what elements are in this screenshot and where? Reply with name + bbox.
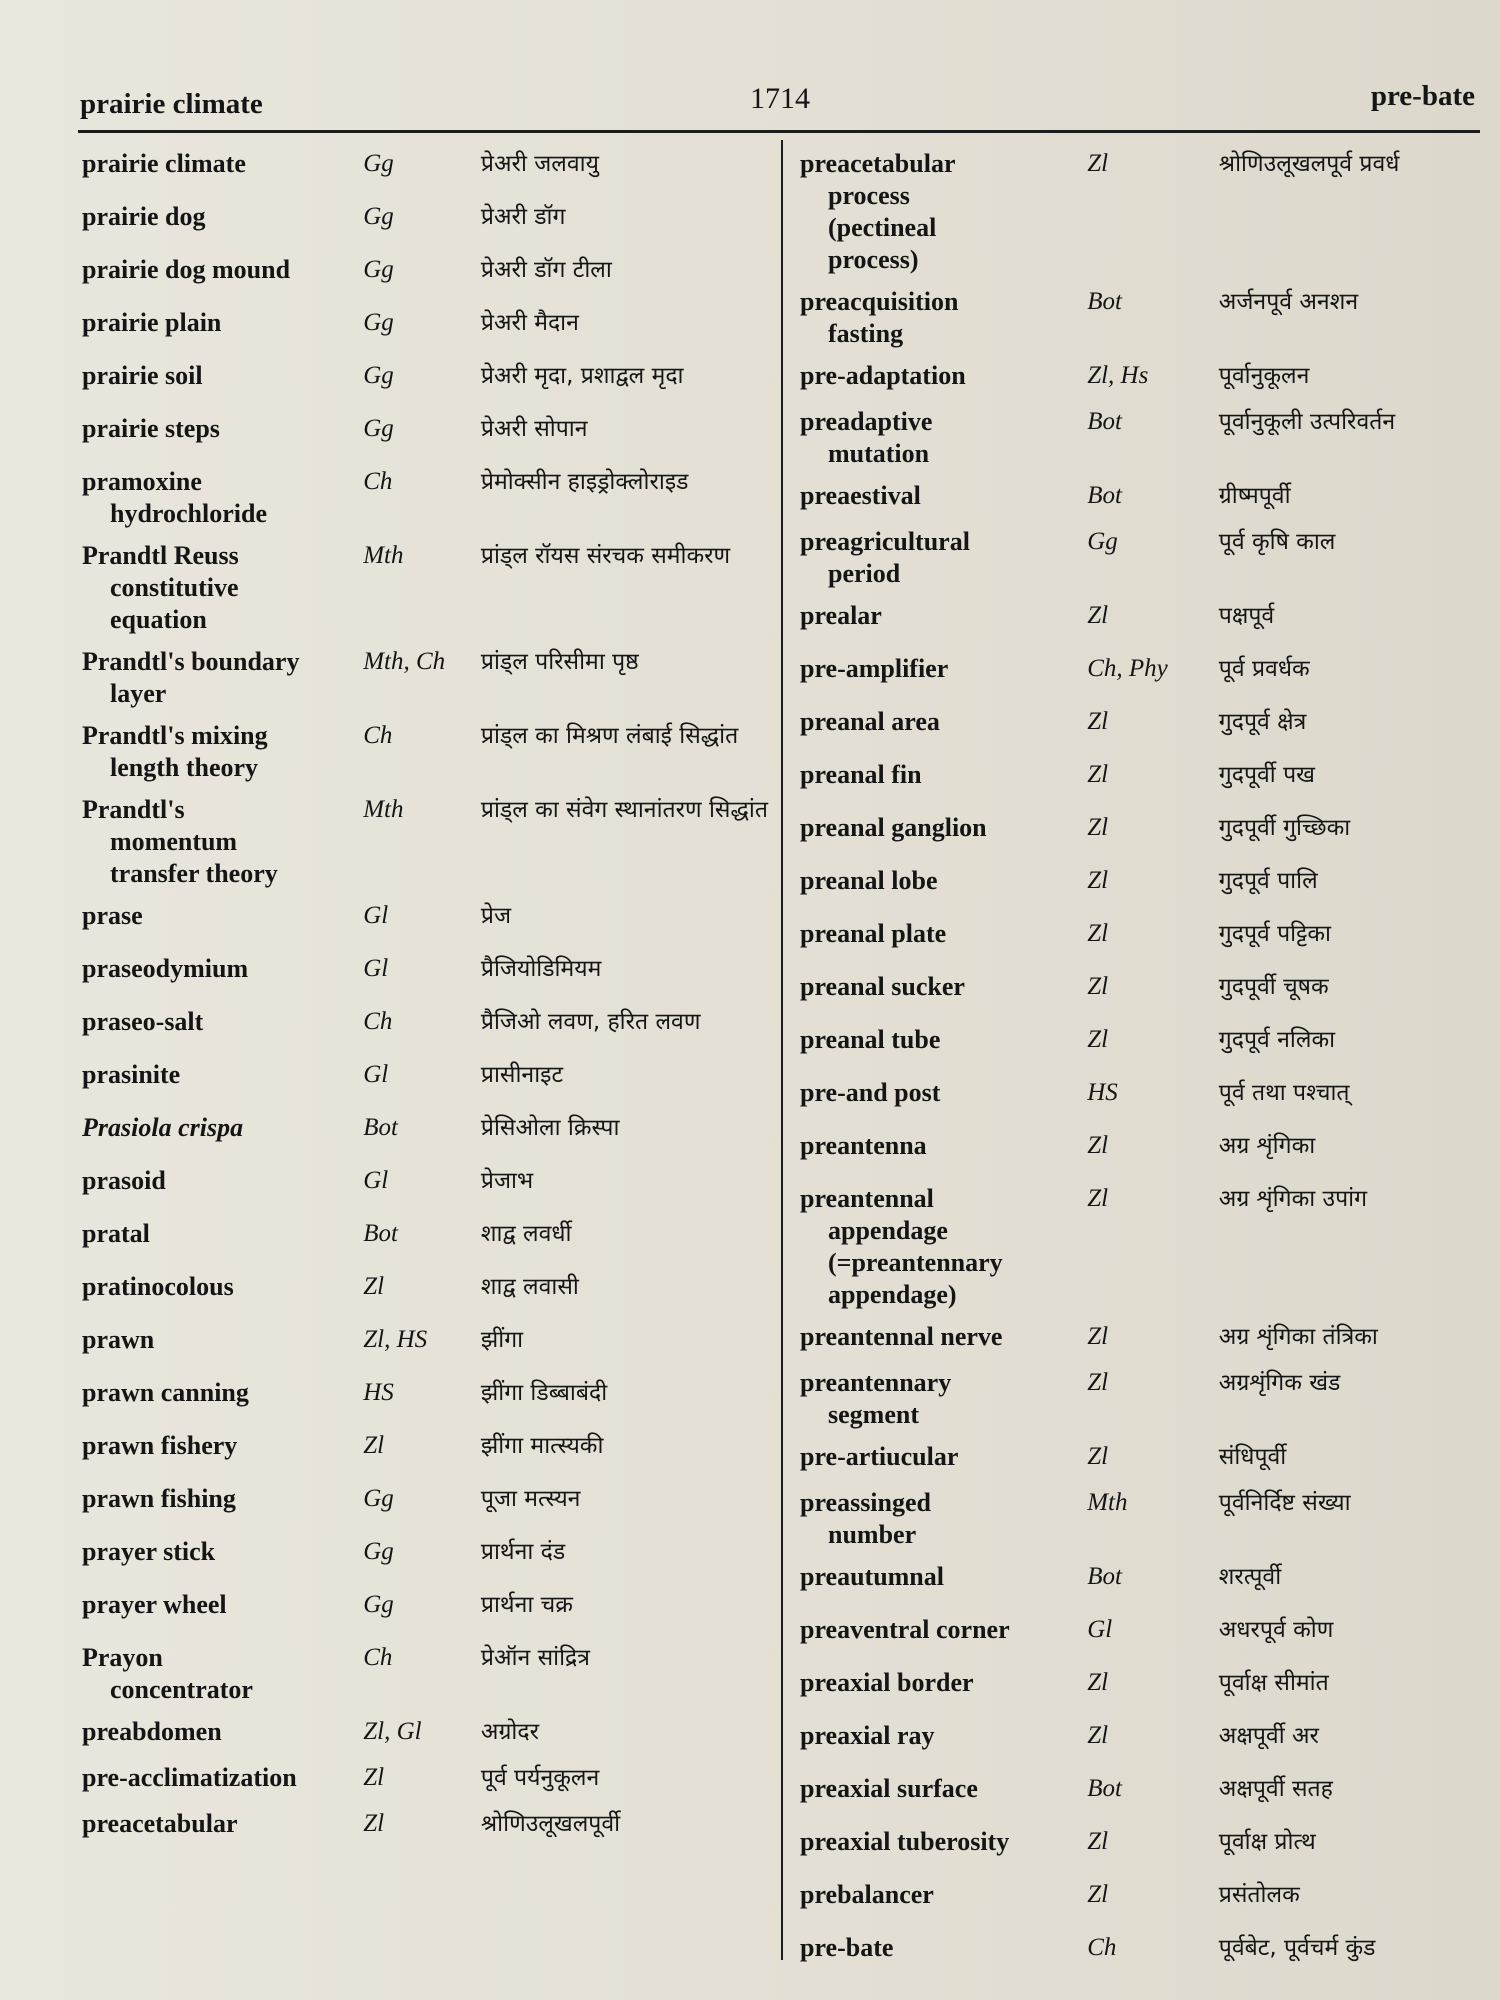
entry-subject: Zl xyxy=(1087,867,1109,894)
entry-subject: Zl xyxy=(363,1273,385,1300)
dictionary-entry xyxy=(82,1112,772,1148)
dictionary-entry xyxy=(82,466,772,530)
entry-subject: Gl xyxy=(363,955,389,982)
entry-hindi-translation: ग्रीष्मपूर्वी xyxy=(1218,483,1291,509)
entry-hindi-translation: प्रेजाभ xyxy=(480,1168,534,1194)
entry-hindi-translation: प्रांड्ल रॉयस संरचक समीकरण xyxy=(480,543,731,569)
dictionary-entry xyxy=(82,307,772,343)
entry-subject: Gg xyxy=(363,362,394,389)
dictionary-entry xyxy=(800,865,1480,901)
entry-subject: Zl xyxy=(1087,1881,1109,1908)
entry-term: preassinged number xyxy=(800,1488,931,1549)
left-column xyxy=(82,148,772,1844)
entry-hindi-translation: पूर्वाक्ष प्रोत्थ xyxy=(1218,1829,1316,1855)
dictionary-entry xyxy=(800,1667,1480,1703)
header-first-term: prairie climate xyxy=(80,88,263,120)
entry-term: pre-bate xyxy=(800,1933,894,1962)
entry-hindi-translation: अग्रोदर xyxy=(480,1719,539,1745)
dictionary-entry xyxy=(800,406,1480,470)
entry-term: preacetabular xyxy=(82,1809,238,1838)
entry-subject: Zl xyxy=(1087,1026,1109,1053)
dictionary-entry xyxy=(800,1773,1480,1809)
dictionary-entry xyxy=(800,148,1480,276)
dictionary-entry xyxy=(82,254,772,290)
entry-hindi-translation: पूर्वाक्ष सीमांत xyxy=(1218,1670,1329,1696)
entry-subject: Zl xyxy=(1087,1185,1109,1212)
entry-hindi-translation: गुदपूर्व पट्टिका xyxy=(1218,921,1332,947)
dictionary-entry xyxy=(800,1321,1480,1357)
entry-hindi-translation: श्रोणिउलूखलपूर्व प्रवर्ध xyxy=(1218,151,1400,177)
dictionary-entry xyxy=(800,1441,1480,1477)
entry-hindi-translation: गुदपूर्व पालि xyxy=(1218,868,1318,894)
dictionary-entry xyxy=(82,1716,772,1752)
dictionary-entry xyxy=(82,1762,772,1798)
entry-hindi-translation: प्रेज xyxy=(480,903,512,929)
entry-hindi-translation: अर्जनपूर्व अनशन xyxy=(1218,289,1359,315)
dictionary-entry xyxy=(82,1483,772,1519)
entry-term: preaventral corner xyxy=(800,1615,1010,1644)
dictionary-entry xyxy=(82,1642,772,1706)
entry-term: pratal xyxy=(82,1219,150,1248)
dictionary-entry xyxy=(800,759,1480,795)
entry-subject: Ch, Phy xyxy=(1087,655,1168,682)
entry-hindi-translation: श्रोणिउलूखलपूर्वी xyxy=(480,1811,621,1837)
entry-subject: Mth, Ch xyxy=(363,648,446,675)
entry-term: preaxial tuberosity xyxy=(800,1827,1010,1856)
dictionary-entry xyxy=(800,1367,1480,1431)
entry-subject: Gl xyxy=(1087,1616,1113,1643)
entry-subject: Mth xyxy=(363,796,404,823)
entry-subject: Zl xyxy=(363,1432,385,1459)
entry-subject: Zl xyxy=(1087,814,1109,841)
entry-subject: Zl xyxy=(1087,1369,1109,1396)
entry-term: prawn fishing xyxy=(82,1484,236,1513)
entry-hindi-translation: प्रांड्ल परिसीमा पृष्ठ xyxy=(480,649,639,675)
entry-subject: Zl xyxy=(1087,602,1109,629)
entry-hindi-translation: पूर्वनिर्दिष्ट संख्या xyxy=(1218,1490,1351,1516)
dictionary-entry xyxy=(800,600,1480,636)
entry-subject: Zl xyxy=(1087,1828,1109,1855)
dictionary-entry xyxy=(82,646,772,710)
right-column xyxy=(800,148,1480,1968)
entry-term: preaxial surface xyxy=(800,1774,978,1803)
entry-term: Prandtl Reuss constitutive equation xyxy=(82,541,239,634)
dictionary-entry xyxy=(82,148,772,184)
entry-hindi-translation: प्रांड्ल का संवेग स्थानांतरण सिद्धांत xyxy=(480,797,768,823)
dictionary-entry xyxy=(82,1059,772,1095)
entry-subject: Zl xyxy=(363,1810,385,1837)
entry-hindi-translation: प्रेअरी जलवायु xyxy=(480,151,599,177)
entry-term: pre-and post xyxy=(800,1078,941,1107)
dictionary-entry xyxy=(800,812,1480,848)
entry-hindi-translation: प्रसंतोलक xyxy=(1218,1882,1300,1908)
entry-subject: Gg xyxy=(363,1485,394,1512)
entry-hindi-translation: अक्षपूर्वी अर xyxy=(1218,1723,1319,1749)
dictionary-entry xyxy=(82,1165,772,1201)
entry-term: preantennal nerve xyxy=(800,1322,1003,1351)
entry-hindi-translation: अक्षपूर्वी सतह xyxy=(1218,1776,1333,1802)
entry-hindi-translation: प्रासीनाइट xyxy=(480,1062,564,1088)
entry-subject: Bot xyxy=(363,1220,398,1247)
entry-subject: Zl xyxy=(363,1764,385,1791)
dictionary-entry xyxy=(82,1808,772,1844)
entry-term: prebalancer xyxy=(800,1880,934,1909)
entry-subject: Zl xyxy=(1087,150,1109,177)
entry-term: pramoxine hydrochloride xyxy=(82,467,267,528)
entry-subject: Gl xyxy=(363,1167,389,1194)
entry-hindi-translation: पक्षपूर्व xyxy=(1218,603,1275,629)
entry-term: Prandtl's momentum transfer theory xyxy=(82,795,278,888)
entry-hindi-translation: प्रैजिओ लवण, हरित लवण xyxy=(480,1009,701,1035)
entry-subject: Mth xyxy=(1087,1489,1128,1516)
entry-subject: Gg xyxy=(363,1538,394,1565)
entry-term: preacetabular process (pectineal process) xyxy=(800,149,956,274)
entry-subject: Gg xyxy=(363,309,394,336)
entry-hindi-translation: प्रार्थना चक्र xyxy=(480,1592,573,1618)
dictionary-entry xyxy=(82,1271,772,1307)
entry-term: Prasiola crispa xyxy=(82,1113,244,1142)
entry-term: preantennal appendage (=preantennary appendage) xyxy=(800,1184,1003,1309)
dictionary-entry xyxy=(800,360,1480,396)
entry-term: Prandtl's mixing length theory xyxy=(82,721,268,782)
entry-term: prasinite xyxy=(82,1060,181,1089)
entry-term: prairie soil xyxy=(82,361,203,390)
entry-term: preantenna xyxy=(800,1131,927,1160)
entry-term: prealar xyxy=(800,601,882,630)
entry-subject: Zl, Hs xyxy=(1087,362,1149,389)
entry-subject: Mth xyxy=(363,542,404,569)
dictionary-entry xyxy=(82,1377,772,1413)
dictionary-entry xyxy=(800,706,1480,742)
entry-term: preantennary segment xyxy=(800,1368,952,1429)
entry-term: Prayon concentrator xyxy=(82,1643,253,1704)
dictionary-entry xyxy=(82,720,772,784)
entry-subject: HS xyxy=(363,1379,394,1406)
entry-term: pre-artiucular xyxy=(800,1442,959,1471)
entry-hindi-translation: अग्र शृंगिका उपांग xyxy=(1218,1186,1368,1212)
entry-hindi-translation: अग्रशृंगिक खंड xyxy=(1218,1370,1341,1396)
entry-hindi-translation: प्रेमोक्सीन हाइड्रोक्लोराइड xyxy=(480,469,689,495)
entry-hindi-translation: पूर्व कृषि काल xyxy=(1218,529,1336,555)
entry-hindi-translation: पूर्वानुकूली उत्परिवर्तन xyxy=(1218,409,1396,435)
entry-term: preanal plate xyxy=(800,919,947,948)
entry-term: preanal ganglion xyxy=(800,813,987,842)
entry-term: pre-amplifier xyxy=(800,654,949,683)
entry-subject: Gl xyxy=(363,902,389,929)
entry-term: prawn xyxy=(82,1325,155,1354)
entry-term: preacquisition fasting xyxy=(800,287,959,348)
entry-hindi-translation: प्रेअरी सोपान xyxy=(480,416,588,442)
entry-subject: Zl xyxy=(1087,761,1109,788)
dictionary-entry xyxy=(82,360,772,396)
entry-term: prairie steps xyxy=(82,414,220,443)
column-divider xyxy=(781,140,783,1960)
entry-subject: Gg xyxy=(1087,528,1118,555)
entry-hindi-translation: पूजा मत्स्यन xyxy=(480,1486,581,1512)
entry-subject: Zl xyxy=(1087,1132,1109,1159)
entry-term: preagricultural period xyxy=(800,527,970,588)
entry-term: preautumnal xyxy=(800,1562,944,1591)
entry-subject: Bot xyxy=(1087,408,1122,435)
entry-hindi-translation: शरत्पूर्वी xyxy=(1218,1564,1282,1590)
dictionary-entry xyxy=(800,1720,1480,1756)
dictionary-entry xyxy=(800,1024,1480,1060)
entry-subject: Zl, HS xyxy=(363,1326,428,1353)
entry-hindi-translation: गुदपूर्वी पख xyxy=(1218,762,1315,788)
header-last-term: pre-bate xyxy=(1370,80,1475,112)
entry-term: preanal tube xyxy=(800,1025,941,1054)
dictionary-entry xyxy=(82,413,772,449)
entry-subject: Bot xyxy=(1087,1563,1122,1590)
dictionary-entry xyxy=(800,1879,1480,1915)
entry-term: preanal sucker xyxy=(800,972,965,1001)
entry-term: praseo-salt xyxy=(82,1007,204,1036)
entry-term: prawn canning xyxy=(82,1378,249,1407)
dictionary-entry xyxy=(82,1218,772,1254)
entry-subject: Gg xyxy=(363,1591,394,1618)
entry-term: prayer stick xyxy=(82,1537,216,1566)
dictionary-entry xyxy=(800,918,1480,954)
entry-term: prayer wheel xyxy=(82,1590,227,1619)
dictionary-entry xyxy=(800,1077,1480,1113)
entry-subject: Gg xyxy=(363,203,394,230)
entry-hindi-translation: झींगा xyxy=(480,1327,524,1353)
entry-term: prawn fishery xyxy=(82,1431,238,1460)
entry-subject: Zl xyxy=(1087,1443,1109,1470)
page-number: 1714 xyxy=(750,82,810,115)
entry-term: prasoid xyxy=(82,1166,166,1195)
entry-hindi-translation: झींगा डिब्बाबंदी xyxy=(480,1380,608,1406)
entry-term: preaxial ray xyxy=(800,1721,935,1750)
entry-term: pre-adaptation xyxy=(800,361,966,390)
entry-hindi-translation: पूर्व प्रवर्धक xyxy=(1218,656,1310,682)
entry-hindi-translation: प्रेसिओला क्रिस्पा xyxy=(480,1115,620,1141)
entry-subject: Ch xyxy=(363,722,393,749)
entry-hindi-translation: प्रेअरी मृदा, प्रशाद्वल मृदा xyxy=(480,363,684,389)
entry-subject: Gl xyxy=(363,1061,389,1088)
entry-term: prase xyxy=(82,901,143,930)
entry-hindi-translation: गुदपूर्व क्षेत्र xyxy=(1218,709,1307,735)
entry-term: preanal lobe xyxy=(800,866,938,895)
entry-subject: Ch xyxy=(363,1008,393,1035)
entry-hindi-translation: पूर्व तथा पश्चात् xyxy=(1218,1080,1350,1106)
dictionary-entry xyxy=(800,526,1480,590)
entry-hindi-translation: प्रेअरी मैदान xyxy=(480,310,579,336)
dictionary-entry xyxy=(800,653,1480,689)
entry-hindi-translation: शाद्व लवर्धी xyxy=(480,1221,572,1247)
dictionary-entry xyxy=(800,971,1480,1007)
entry-subject: Bot xyxy=(363,1114,398,1141)
entry-hindi-translation: प्रार्थना दंड xyxy=(480,1539,566,1565)
entry-hindi-translation: संधिपूर्वी xyxy=(1218,1444,1287,1470)
entry-subject: Ch xyxy=(363,468,393,495)
dictionary-entry xyxy=(82,1006,772,1042)
entry-hindi-translation: पूर्वबेट, पूर्वचर्म कुंड xyxy=(1218,1935,1376,1961)
dictionary-entry xyxy=(800,1561,1480,1597)
entry-subject: Bot xyxy=(1087,482,1122,509)
entry-hindi-translation: झींगा मात्स्यकी xyxy=(480,1433,604,1459)
entry-hindi-translation: गुदपूर्वी चूषक xyxy=(1218,974,1329,1000)
dictionary-entry xyxy=(800,1130,1480,1166)
entry-term: preanal area xyxy=(800,707,940,736)
entry-hindi-translation: पूर्वानुकूलन xyxy=(1218,363,1310,389)
entry-term: preaestival xyxy=(800,481,921,510)
dictionary-entry xyxy=(800,1183,1480,1311)
dictionary-entry xyxy=(82,900,772,936)
entry-hindi-translation: प्रैजियोडिमियम xyxy=(480,956,602,982)
dictionary-entry xyxy=(82,953,772,989)
entry-subject: Gg xyxy=(363,256,394,283)
dictionary-entry xyxy=(800,480,1480,516)
entry-subject: Ch xyxy=(1087,1934,1117,1961)
entry-term: prairie dog xyxy=(82,202,206,231)
entry-subject: Gg xyxy=(363,150,394,177)
entry-term: pre-acclimatization xyxy=(82,1763,297,1792)
entry-term: prairie dog mound xyxy=(82,255,291,284)
entry-hindi-translation: प्रेअरी डॉग टीला xyxy=(480,257,612,283)
entry-hindi-translation: प्रांड्ल का मिश्रण लंबाई सिद्धांत xyxy=(480,723,739,749)
entry-subject: Gg xyxy=(363,415,394,442)
dictionary-entry xyxy=(800,1614,1480,1650)
dictionary-entry xyxy=(82,1430,772,1466)
entry-subject: Zl xyxy=(1087,920,1109,947)
entry-subject: Bot xyxy=(1087,288,1122,315)
entry-term: preabdomen xyxy=(82,1717,222,1746)
entry-subject: Zl, Gl xyxy=(363,1718,422,1745)
dictionary-entry xyxy=(800,1932,1480,1968)
entry-subject: HS xyxy=(1087,1079,1118,1106)
entry-term: prairie climate xyxy=(82,149,246,178)
entry-subject: Zl xyxy=(1087,1722,1109,1749)
entry-hindi-translation: पूर्व पर्यनुकूलन xyxy=(480,1765,600,1791)
entry-term: praseodymium xyxy=(82,954,249,983)
entry-term: preanal fin xyxy=(800,760,922,789)
entry-subject: Zl xyxy=(1087,1323,1109,1350)
entry-term: prairie plain xyxy=(82,308,222,337)
dictionary-entry xyxy=(800,1487,1480,1551)
dictionary-entry xyxy=(82,201,772,237)
entry-hindi-translation: प्रेऑन सांद्रित्र xyxy=(480,1645,590,1671)
entry-hindi-translation: प्रेअरी डॉग xyxy=(480,204,566,230)
entry-hindi-translation: गुदपूर्व नलिका xyxy=(1218,1027,1336,1053)
dictionary-entry xyxy=(82,1536,772,1572)
entry-term: pratinocolous xyxy=(82,1272,234,1301)
dictionary-entry xyxy=(800,286,1480,350)
dictionary-entry xyxy=(82,1324,772,1360)
entry-subject: Ch xyxy=(363,1644,393,1671)
entry-term: preaxial border xyxy=(800,1668,974,1697)
entry-subject: Zl xyxy=(1087,973,1109,1000)
entry-hindi-translation: गुदपूर्वी गुच्छिका xyxy=(1218,815,1351,841)
page-header xyxy=(80,78,1480,128)
dictionary-entry xyxy=(82,540,772,636)
entry-hindi-translation: अग्र शृंगिका xyxy=(1218,1133,1316,1159)
entry-hindi-translation: अधरपूर्व कोण xyxy=(1218,1617,1334,1643)
entry-term: Prandtl's boundary layer xyxy=(82,647,300,708)
entry-subject: Bot xyxy=(1087,1775,1122,1802)
dictionary-entry xyxy=(800,1826,1480,1862)
dictionary-entry xyxy=(82,794,772,890)
header-rule xyxy=(78,130,1480,133)
entry-subject: Zl xyxy=(1087,708,1109,735)
entry-hindi-translation: अग्र शृंगिका तंत्रिका xyxy=(1218,1324,1378,1350)
entry-subject: Zl xyxy=(1087,1669,1109,1696)
entry-term: preadaptive mutation xyxy=(800,407,933,468)
dictionary-entry xyxy=(82,1589,772,1625)
entry-hindi-translation: शाद्व लवासी xyxy=(480,1274,579,1300)
